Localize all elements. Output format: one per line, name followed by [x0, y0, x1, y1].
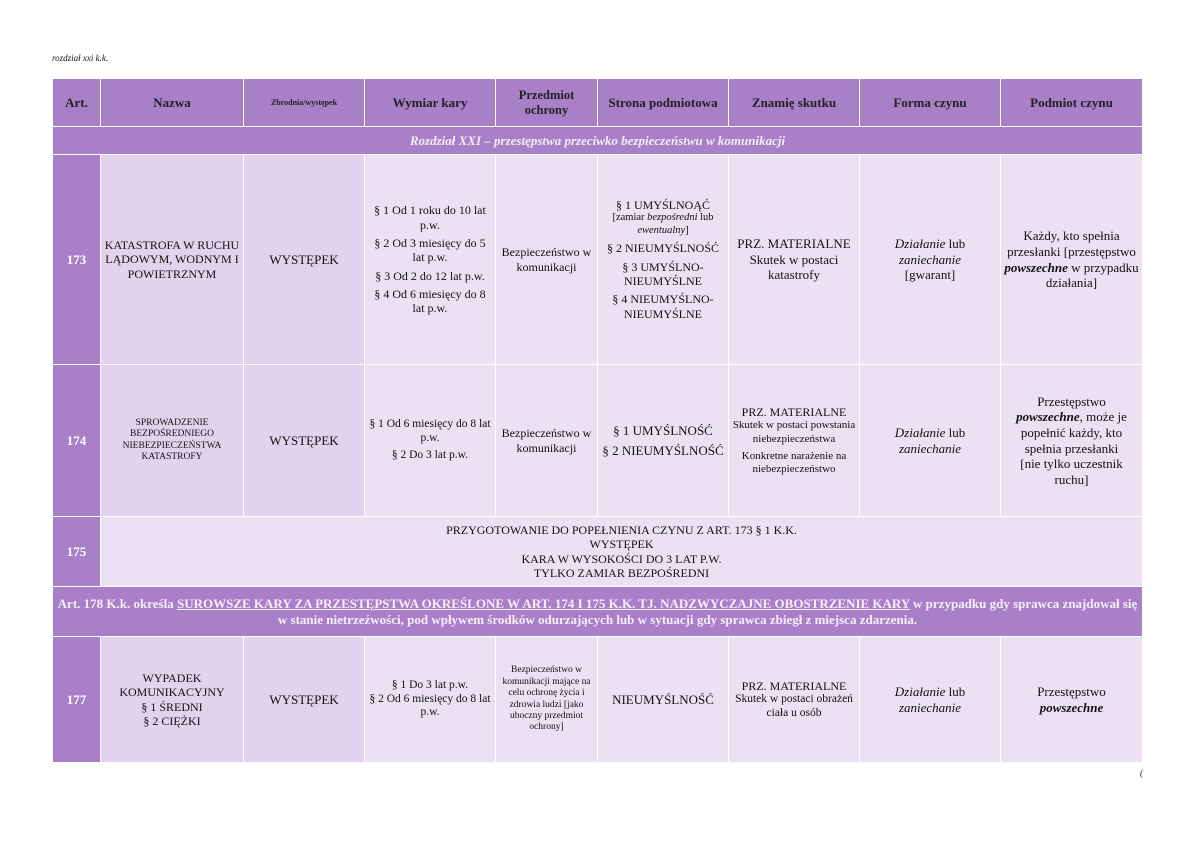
- act-form-text: lub: [948, 236, 966, 252]
- section-title: Rozdział XXI – przestępstwa przeciwko bezpieczeństwu w komunikacji: [53, 127, 1143, 155]
- penalty-cell: [365, 365, 496, 517]
- act-form-text: zaniechanie: [898, 699, 962, 715]
- table-row: [53, 155, 1143, 365]
- header-row: [53, 79, 1143, 127]
- penalty-item: § 2 Od 3 miesięcy do 5 lat p.w.: [374, 235, 486, 265]
- act-form: [860, 155, 1001, 365]
- header-podmiot: Podmiot czynu: [1001, 79, 1143, 127]
- perpetrator-text: powszechne: [1039, 699, 1104, 715]
- result-description: Skutek w postaci obrażeń ciała u osób: [735, 692, 853, 719]
- offense-name-text: § 1 ŚREDNI: [141, 699, 203, 714]
- protected-object: Bezpieczeństwo w komunikacji: [496, 155, 598, 365]
- perpetrator-text: powszechne: [1016, 409, 1080, 425]
- perpetrator-text: [nie tylko uczestnik ruchu]: [1020, 456, 1123, 487]
- preparation-line: KARA W WYSOKOŚCI DO 3 LAT P.W.: [521, 551, 722, 566]
- header-art: Art.: [53, 79, 101, 127]
- art-number: 173: [53, 155, 101, 365]
- intent-text: lub: [700, 212, 714, 224]
- result-description: Skutek w postaci katastrofy: [749, 251, 839, 283]
- result-element: [729, 637, 860, 763]
- table-row: [53, 517, 1143, 587]
- mental-item: § 1 UMYŚLNOŚĆ: [613, 422, 713, 438]
- protected-object: Bezpieczeństwo w komunikacji: [496, 365, 598, 517]
- notice-pre: Art. 178 K.k. określa: [57, 595, 174, 611]
- intent-text: [zamiar: [612, 212, 645, 224]
- offense-name: SPROWADZENIE BEZPOŚREDNIEGO NIEBEZPIECZEŃSTWA KATASTROFY: [101, 365, 244, 517]
- offense-type: WYSTĘPEK: [244, 365, 365, 517]
- mental-item: § 4 NIEUMYŚLNO-NIEUMYŚLNE: [612, 292, 714, 321]
- mental-item: § 2 NIEUMYŚLNOŚĆ: [602, 442, 724, 458]
- offense-type: WYSTĘPEK: [244, 155, 365, 365]
- result-type: PRZ. MATERIALNE: [737, 236, 851, 252]
- perpetrator-text: Każdy, kto spełnia przesłanki [przestępstwo: [1007, 228, 1136, 259]
- art-number: 177: [53, 637, 101, 763]
- offense-type: WYSTĘPEK: [244, 637, 365, 763]
- mental-item-detail: [601, 212, 725, 237]
- perpetrator-text: powszechne: [1004, 259, 1068, 275]
- penalty-cell: [365, 155, 496, 365]
- header-nazwa: Nazwa: [101, 79, 244, 127]
- offenses-table: [52, 78, 1143, 763]
- act-form-text: Działanie: [894, 236, 946, 252]
- offense-name-text: § 2 CIĘŻKI: [143, 713, 201, 728]
- notice-emphasis: SUROWSZE KARY ZA PRZESTĘPSTWA OKREŚLONE W ART. 174 I 175 K.K. TJ. NADZWYCZAJNE OBOSTRZENIE KARY: [176, 595, 910, 611]
- result-element: [729, 365, 860, 517]
- table-row: [53, 637, 1143, 763]
- perpetrator-text: Przestępstwo: [1037, 683, 1106, 699]
- penalty-cell: [365, 637, 496, 763]
- intent-text: ewentualny: [637, 224, 686, 236]
- result-description: Skutek w postaci powstania niebezpieczeństwa: [732, 419, 856, 445]
- mental-element: [598, 365, 729, 517]
- document-header: rozdział xxi k.k.: [52, 53, 109, 63]
- offense-name: [101, 637, 244, 763]
- mental-element: NIEUMYŚLNOŚĆ: [598, 637, 729, 763]
- perpetrator: [1001, 637, 1143, 763]
- penalty-item: § 2 Od 6 miesięcy do 8 lat p.w.: [369, 692, 491, 719]
- result-type: PRZ. MATERIALNE: [741, 404, 847, 419]
- act-form-text: zaniechanie: [898, 251, 962, 267]
- penalty-item: § 2 Do 3 lat p.w.: [391, 449, 469, 462]
- header-forma: Forma czynu: [860, 79, 1001, 127]
- header-zbrodnia: Zbrodnia/występek: [244, 79, 365, 127]
- act-form-text: Działanie: [894, 424, 946, 440]
- perpetrator-text: w przypadku działania]: [1045, 259, 1139, 291]
- penalty-item: § 1 Do 3 lat p.w.: [391, 678, 469, 691]
- art-number: 174: [53, 365, 101, 517]
- act-form-text: lub: [948, 683, 966, 699]
- preparation-line: TYLKO ZAMIAR BEZPOŚREDNI: [533, 565, 710, 580]
- header-przedmiot: Przedmiot ochrony: [496, 79, 598, 127]
- result-element: [729, 155, 860, 365]
- penalty-item: § 1 Od 1 roku do 10 lat p.w.: [374, 203, 486, 232]
- notice-row: [53, 587, 1143, 637]
- penalty-item: § 3 Od 2 do 12 lat p.w.: [375, 268, 485, 283]
- art-number: 175: [53, 517, 101, 587]
- offense-name: KATASTROFA W RUCHU LĄDOWYM, WODNYM I POWIETRZNYM: [101, 155, 244, 365]
- penalty-item: § 4 Od 6 miesięcy do 8 lat p.w.: [374, 287, 486, 316]
- penalty-item: § 1 Od 6 miesięcy do 8 lat p.w.: [369, 417, 491, 444]
- header-wymiar: Wymiar kary: [365, 79, 496, 127]
- act-form-text: [gwarant]: [904, 267, 956, 283]
- perpetrator: [1001, 155, 1143, 365]
- mental-element: [598, 155, 729, 365]
- result-type: PRZ. MATERIALNE: [741, 678, 847, 693]
- offense-name-text: WYPADEK KOMUNIKACYJNY: [119, 670, 225, 700]
- notice-post: w przypadku gdy sprawca znajdował się w stanie nietrzeźwości, pod wpływem środków odurzających lub w sytuacji gdy sprawca zbiegł z miejsca zdarzenia.: [277, 595, 1138, 627]
- act-form-text: Działanie: [894, 683, 946, 699]
- preparation-line: PRZYGOTOWANIE DO POPEŁNIENIA CZYNU Z ART. 173 § 1 K.K.: [446, 522, 797, 537]
- perpetrator-text: Przestępstwo: [1037, 393, 1106, 409]
- intent-text: ]: [685, 224, 689, 236]
- notice-text: [53, 587, 1143, 637]
- act-form-text: zaniechanie: [898, 440, 962, 456]
- perpetrator: [1001, 365, 1143, 517]
- mental-item: § 3 UMYŚLNO-NIEUMYŚLNE: [622, 259, 704, 289]
- preparation-line: WYSTĘPEK: [589, 537, 654, 552]
- act-form: [860, 365, 1001, 517]
- mental-item: § 1 UMYŚLNOĄĆ: [615, 197, 710, 212]
- protected-object: Bezpieczeństwo w komunikacji mające na celu ochronę życia i zdrowia ludzi [jako uboczny przedmiot ochrony]: [496, 637, 598, 763]
- page-number: (: [1140, 768, 1143, 778]
- mental-item: § 2 NIEUMYŚLNOŚĆ: [606, 241, 719, 256]
- act-form-text: lub: [948, 424, 966, 440]
- table-row: [53, 365, 1143, 517]
- perpetrator-text: , może je popełnić każdy, kto spełnia przesłanki: [1020, 409, 1127, 456]
- section-row: [53, 127, 1143, 155]
- header-znamie: Znamię skutku: [729, 79, 860, 127]
- preparation-note: [101, 517, 1143, 587]
- intent-text: bezpośredni: [647, 212, 698, 224]
- result-description: Konkretne narażenie na niebezpieczeństwo: [741, 449, 847, 475]
- act-form: [860, 637, 1001, 763]
- header-strona: Strona podmiotowa: [598, 79, 729, 127]
